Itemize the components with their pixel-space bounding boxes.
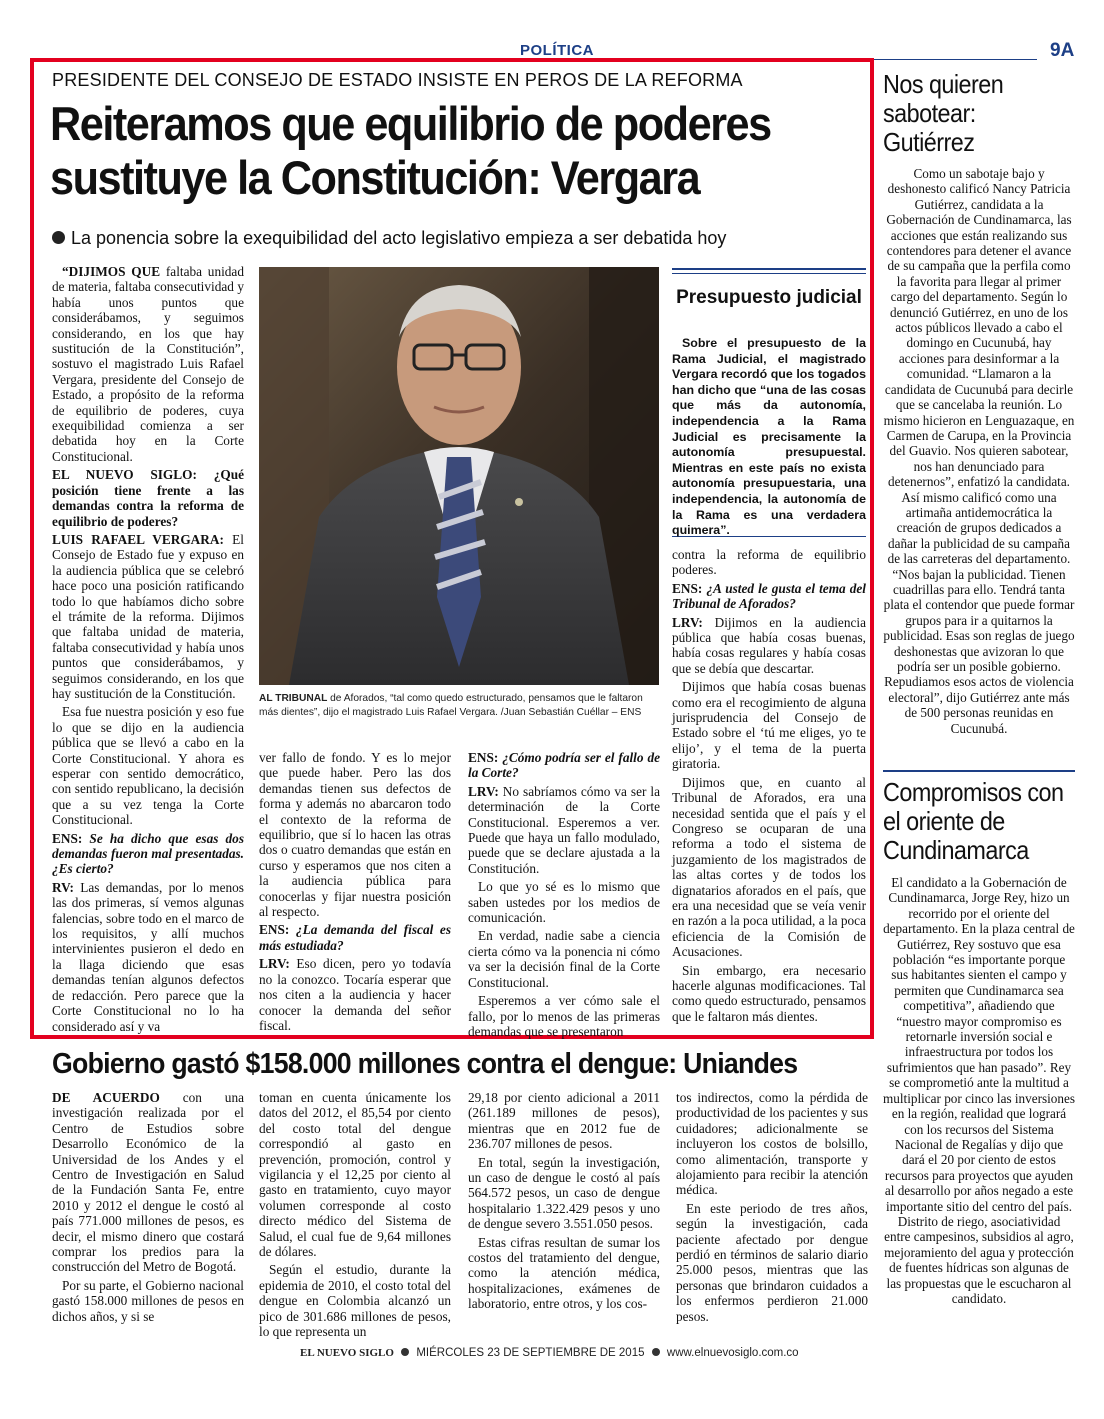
paragraph: Por su parte, el Gobierno nacional gastó 158.000 millones de pesos en dichos años, y si se — [52, 1277, 244, 1324]
interviewer-label: ENS: — [468, 750, 499, 765]
interviewee-label: RV: — [52, 879, 74, 895]
paragraph: Esperemos a ver cómo sale el fallo, por lo menos de las primeras demandas que se presentaron — [468, 993, 660, 1039]
question: Se ha dicho que esas dos demandas fueron mal presentadas. ¿Es cierto? — [52, 830, 244, 877]
article-column-2 — [259, 750, 451, 1036]
paragraph: contra la reforma de equilibrio poderes. — [672, 547, 866, 578]
question: ¿Cómo podría ser el fallo de la Corte? — [468, 750, 660, 781]
article-photo — [259, 267, 659, 685]
question: ¿La demanda del fiscal es más estudiada? — [259, 922, 451, 953]
paragraph: 29,18 por ciento adicional a 2011 (261.189 millones de pesos), mientras que en 2012 fue de 236.707 millones de pesos. — [468, 1090, 660, 1152]
paragraph: Sin embargo, era necesario hacerle algunas modificaciones. Tal como quedo estructurado, pensamos que le faltaron más dientes. — [672, 962, 866, 1024]
paragraph: En este periodo de tres años, según la investigación, cada paciente afectado por dengue perdió en términos de salario diario 25.000 pesos, mientras que las personas que brindaron cuidados a los enfermos perdieron 21.000 pesos. — [676, 1200, 868, 1324]
second-column-1 — [52, 1090, 244, 1327]
footer-url: www.elnuevosiglo.com.co — [666, 1347, 799, 1359]
page-number: 9A — [1050, 40, 1075, 61]
sidebar-divider — [883, 770, 1075, 772]
paragraph: toman en cuenta únicamente los datos del 2012, el 85,54 por ciento del costo total del dengue correspondió al gasto en prevención, promoción, control y vigilancia y el 12,25 por ciento al gasto en tratamiento, cuyo mayor volumen corresponde al costo directo médico del Sistema de Salud, el cual fue de 9,64 millones de dólares. — [259, 1090, 451, 1260]
newspaper-logo: EL NUEVO SIGLO — [300, 1347, 394, 1359]
answer: No sabríamos cómo va ser la determinación de la Corte Constitucional. Esperemos a ver. Puede que haya un fallo modulado, puede que se declare ajustada a la Constitución. — [468, 783, 660, 876]
bullet-icon — [52, 231, 65, 244]
caption-lead: AL TRIBUNAL — [259, 693, 328, 704]
answer: El Consejo de Estado fue y expuso en la audiencia pública que se celebró hace poco una posición ratificando todo lo que habíamos dicho sobre el trámite de la reforma. Dijimos que faltaba unidad de materia, faltaba consecutividad y había unos puntos que considerábamos, y seguimos considerando, en los que hay sustitución de la Constitución. — [52, 531, 244, 701]
interviewer-label: ENS: — [259, 922, 290, 938]
paragraph: Dijimos que, en cuanto al Tribunal de Aforados, era una necesidad sentida que el país y el Congreso se ocuparan de una reforma a todo el sistema de juzgamiento de los magistrados de las altas cortes y de todos los dignatarios aforados en el país, que era una necesidad que se veía venir en razón a la poca utilidad, a la poca eficiencia de la Comisión de Acusaciones. — [672, 774, 866, 960]
answer: Eso dicen, pero yo todavía no la conozco. Tocaría esperar que nos citen a la audiencia y hacer conocer la demanda del señor fiscal. — [259, 956, 451, 1033]
paragraph: En total, según la investigación, un caso de dengue le costó al país 564.572 pesos, un caso de dengue hospitalario 1.322.429 pesos y uno de dengue severo 3.551.050 pesos. — [468, 1154, 660, 1232]
paragraph: En verdad, nadie sabe a ciencia cierta cómo va la ponencia ni cómo va ser la decisión final de la Corte Constitucional. — [468, 928, 660, 990]
paragraph: Dijimos que había cosas buenas como era el recogimiento de alguna jurisprudencia del Consejo de Estado sobre el ‘tú me eliges, yo te elijo’, y el tema de la puerta giratoria. — [672, 679, 866, 772]
interviewer-label: EL NUEVO SIGLO: — [52, 467, 197, 483]
box-paragraph: Sobre el presupuesto de la Rama Judicial, el magistrado Vergara recordó que los togados han dicho que “una de las cosas que más da autonomía, independencia a la Rama Judicial es precisamente la autonomía presupuestal. Mientras en este país no exista autonomía presupuestaria, una independencia, la autonomía de la Rama es una verdadera quimera”. — [672, 336, 866, 538]
interviewer-label: ENS: — [672, 580, 703, 596]
paragraph: Lo que yo sé es lo mismo que saben ustedes por los medios de comunicación. — [468, 879, 660, 926]
article-column-4 — [672, 547, 866, 1027]
section-label: POLÍTICA — [520, 42, 594, 59]
portrait-image — [259, 267, 659, 685]
paragraph: faltaba unidad de materia, faltaba consecutividad y había unos puntos que considerábamos, y seguimos considerando, en los que hay sustitución de la Constitución”, sostuvo el magistrado Luis Rafael Vergara, presidente del Consejo de Estado, a propósito de la reforma de equilibrio de poderes, cuya exequibilidad comienza a ser debatida hoy en la Corte Constitucional. — [52, 264, 244, 464]
box-title: Presupuesto judicial — [676, 287, 862, 308]
interviewer-label: ENS: — [52, 830, 83, 846]
lead-in: “DIJIMOS QUE — [62, 264, 161, 279]
sidebar-story2-text: El candidato a la Gobernación de Cundinamarca, Jorge Rey, hizo un recorrido por el oriente del departamento. En la plaza central de Gutiérrez, Rey sostuvo que esa población “es importante porque sus habitantes sienten el campo y permiten que Cundinamarca sea competitiva”, añadiendo que “nuestro mayor compromiso es retornarle inversión social e infraestructura por todos los sufrimientos que han pasado”. Rey se comprometió ante la multitud a multiplicar por cinco las inversiones en la región, realidad que logrará con los recursos del Sistema Nacional de Regalías y dijo que dará el 20 por ciento de estos recursos para proyectos que ayuden al desarrollo por años negado a este importante sitio del centro del país. Distrito de riego, asociatividad entre campesinos, subsidios al agro, mejoramiento del agua y protección de fuentes hídricas son algunas de las propuestas que le escucharon al candidato. — [883, 875, 1075, 1306]
article-subhead — [52, 228, 852, 249]
interviewee-label: LUIS RAFAEL VERGARA: — [52, 531, 224, 547]
second-column-3 — [468, 1090, 660, 1315]
answer: Dijimos en la audiencia pública que había cosas buenas, había cosas regulares y había cosas que se debía que descartar. — [672, 614, 866, 676]
paragraph: Según el estudio, durante la epidemia de 2010, el costo total del dengue en Colombia alcanzó un pico de 301.686 millones de pesos, lo que representa un — [259, 1262, 451, 1340]
paragraph: Estas cifras resultan de sumar los costos del tratamiento del dengue, como la atención médica, hospitalizaciones, exámenes de laboratorio, entre otros, y los cos- — [468, 1234, 660, 1312]
second-article-headline: Gobierno gastó $158.000 millones contra el dengue: Uniandes — [52, 1048, 798, 1080]
sidebar-story1-text: Como un sabotaje bajo y deshonesto calificó Nancy Patricia Gutiérrez, candidata a la Gobernación de Cundinamarca, las acciones que están realizando sus contendores para detener el avance de su campaña que la perfila como la favorita para llegar al primer cargo del departamento. Según lo denunció Gutiérrez, en uno de los actos públicos llevado a cabo el domingo en Cucunubá, hay acciones para desinformar a la comunidad. “Llamaron a la candidata de Cucunubá para decirle que se cancelaba la reunión. Lo mismo hicieron en Lenguazaque, en Carmen de Carupa, en la Provincia del Guavio. Nos quieren sabotear, nos han denunciado para detenernos”, enfatizó la candidata. Así mismo calificó como una artimaña antidemocrática la creación de grupos dedicados a dañar la publicidad de su campaña de las carreteras del departamento. “Nos bajan la publicidad. Tienen cuadrillas para ello. Tendrá tanta plata el contendor que puede formar grupos para ir a quitarnos la publicidad. Esas son reglas de juego deshonestas que avizoran lo que podría ser un posible gobierno. Repudiamos esos actos de violencia electoral”, dijo Gutiérrez ante más de 500 personas reunidas en Cucunubá. — [883, 166, 1075, 736]
lead-in: DE ACUERDO — [52, 1090, 160, 1105]
box-text — [672, 336, 866, 539]
article-headline: Reiteramos que equilibrio de poderes sustituye la Constitución: Vergara — [50, 97, 771, 204]
bullet-icon — [401, 1348, 409, 1356]
second-column-2 — [259, 1090, 451, 1343]
paragraph: ver fallo de fondo. Y es lo mejor que puede haber. Pero las dos demandas tienen sus defectos de forma y además no abarcaron todo el contexto de la reforma de equilibrio, que sí lo hacen las otras dos o cuatro demandas que están en curso y esperamos que nos citen a la audiencia pública para conocerlas y fijar nuestra posición al respecto. — [259, 750, 451, 920]
article-kicker: PRESIDENTE DEL CONSEJO DE ESTADO INSISTE EN PEROS DE LA REFORMA — [52, 70, 743, 90]
photo-caption — [259, 692, 659, 719]
footer-date: MIÉRCOLES 23 DE SEPTIEMBRE DE 2015 — [416, 1347, 645, 1359]
paragraph: Esa fue nuestra posición y eso fue lo que se dijo en la audiencia pública que se llevó a cabo en la Corte Constitucional. Y ahora es esperar con sentido democrático, con sentido republicano, la decisión que a su vez tenga la Corte Constitucional. — [52, 704, 244, 828]
interviewee-label: LRV: — [259, 956, 290, 972]
answer: Las demandas, por lo menos las dos primeras, sí vemos algunas falencias, sobre todo en el marco de los requisitos, y allí muchos intervinientes pusieron el dedo en la llaga diciendo que esas demandas tenían algunos defectos de redacción. Pero parece que la Corte Constitucional no lo ha considerado así y va — [52, 879, 244, 1034]
sidebar-story1-headline: Nos quieren sabotear: Gutiérrez — [883, 69, 1004, 157]
caption-text: de Aforados, “tal como quedo estructurado, pensamos que le faltaron más dientes”, dijo el magistrado Luis Rafael Vergara. /Juan Sebastián Cuéllar – ENS — [259, 693, 643, 718]
second-column-4 — [676, 1090, 868, 1327]
sidebar-story2-headline: Compromisos con el oriente de Cundinamarca — [883, 777, 1064, 865]
subhead-text: La ponencia sobre la exequibilidad del acto legislativo empieza a ser debatida hoy — [71, 228, 727, 248]
page-footer — [300, 1347, 799, 1359]
paragraph: con una investigación realizada por el Centro de Estudios sobre Desarrollo Económico de la Universidad de los Andes y el Centro de Investigación en Salud de la Fundación Santa Fe, entre 2010 y 2012 el dengue le costó al país 771.000 millones de pesos, es decir, el mismo dinero que costará comprar los predios para la construcción del Metro de Bogotá. — [52, 1090, 244, 1275]
question: ¿Qué posición tiene frente a las demandas contra la reforma de equilibrio de poderes? — [52, 467, 244, 529]
article-column-1 — [52, 264, 244, 1037]
paragraph: tos indirectos, como la pérdida de productividad de los pacientes y sus cuidadores; adicionalmente se incluyeron los costos de bolsillo, como alimentación, transporte y alojamiento para recibir la atención médica. — [676, 1090, 868, 1198]
bullet-icon — [652, 1348, 660, 1356]
article-column-3 — [468, 750, 660, 1042]
question: ¿A usted le gusta el tema del Tribunal de Aforados? — [672, 580, 866, 612]
interviewee-label: LRV: — [672, 614, 703, 630]
interviewee-label: LRV: — [468, 783, 499, 799]
